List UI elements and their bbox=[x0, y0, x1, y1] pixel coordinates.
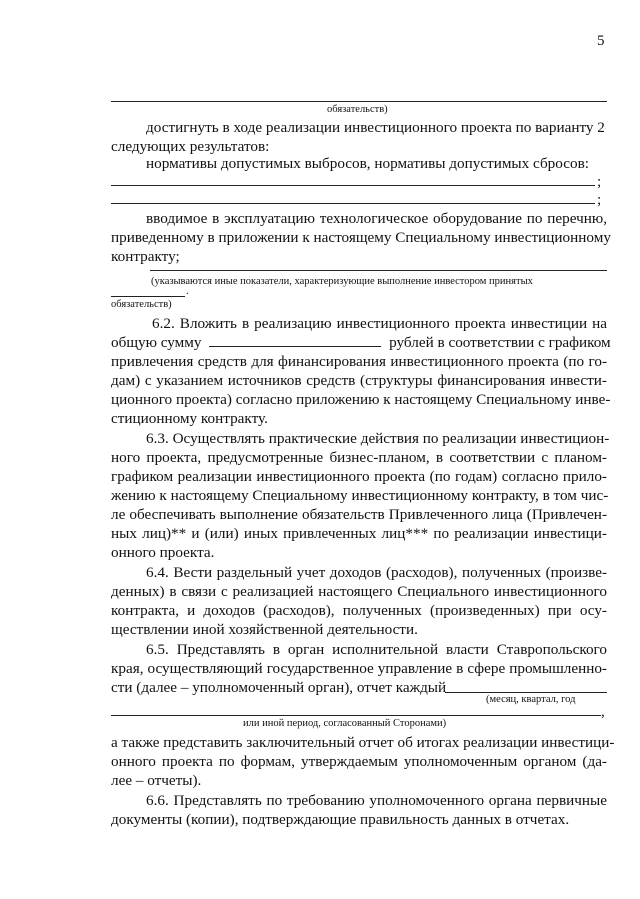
blank-line bbox=[150, 270, 607, 271]
paragraph-line: а также представить заключительный отчет об итогах реализации инвестици- bbox=[111, 734, 615, 751]
paragraph-line: ществлении иной хозяйственной деятельности. bbox=[111, 621, 418, 638]
paragraph-line: 6.6. Представлять по требованию уполномоченного органа первичные bbox=[146, 792, 607, 809]
text-line: контракту; bbox=[111, 248, 180, 265]
paragraph-line: сти (далее – уполномоченный орган), отчет каждый bbox=[111, 679, 447, 696]
paragraph-line: денных) в связи с реализацией настоящего Специального инвестиционного bbox=[111, 583, 607, 600]
paragraph-line: края, осуществляющий государственное управление в сфере промышленно- bbox=[111, 660, 607, 677]
text-line: следующих результатов: bbox=[111, 138, 270, 155]
paragraph-line: стиционному контракту. bbox=[111, 410, 268, 427]
text-line: приведенному в приложении к настоящему Специальному инвестиционному bbox=[111, 229, 611, 246]
paragraph-line: привлечения средств для финансирования инвестиционного проекта (по го- bbox=[111, 353, 607, 370]
paragraph-line: 6.3. Осуществлять практические действия по реализации инвестицион- bbox=[146, 430, 610, 447]
paragraph-line: графиком реализации инвестиционного проекта (по годам) согласно прило- bbox=[111, 468, 607, 485]
paragraph-line: ле обеспечивать выполнение обязательств Привлеченного лица (Привлечен- bbox=[111, 506, 607, 523]
paragraph-line: ционного проекта) согласно приложению к настоящему Специальному инве- bbox=[111, 391, 611, 408]
paragraph-line: контракта, и доходов (расходов), полученных (произведенных) при осу- bbox=[111, 602, 607, 619]
paragraph-line: 6.2. Вложить в реализацию инвестиционного проекта инвестиции на bbox=[152, 315, 607, 332]
blank-line bbox=[111, 185, 595, 186]
text-line: нормативы допустимых выбросов, нормативы допустимых сбросов: bbox=[146, 155, 589, 172]
caption-period: (месяц, квартал, год bbox=[486, 694, 576, 705]
amount-blank bbox=[209, 333, 381, 347]
caption-obligations: обязательств) bbox=[111, 299, 172, 310]
dot: . bbox=[186, 286, 189, 297]
paragraph-line: дам) с указанием источников средств (структуры финансирования инвести- bbox=[111, 372, 607, 389]
semicolon: ; bbox=[597, 191, 602, 208]
paragraph-line: лее – отчеты). bbox=[111, 772, 202, 789]
semicolon: ; bbox=[597, 173, 602, 190]
page-number: 5 bbox=[597, 33, 605, 49]
text-line: вводимое в эксплуатацию технологическое оборудование по перечню, bbox=[146, 210, 607, 227]
blank-line bbox=[111, 296, 185, 297]
paragraph-line: жению к настоящему Специальному инвестиционному контракту, в том чис- bbox=[111, 487, 609, 504]
blank-line bbox=[111, 203, 595, 204]
blank-line bbox=[111, 101, 607, 102]
blank-line bbox=[445, 692, 607, 693]
caption-obligations: обязательств) bbox=[327, 104, 388, 115]
caption-other-indicators: (указываются иные показатели, характеризующие выполнение инвестором принятых bbox=[151, 276, 533, 287]
text-line: достигнуть в ходе реализации инвестиционного проекта по варианту 2 bbox=[146, 119, 605, 136]
blank-line bbox=[111, 715, 601, 716]
paragraph-line: документы (копии), подтверждающие правильность данных в отчетах. bbox=[111, 811, 570, 828]
paragraph-line: онного проекта. bbox=[111, 544, 215, 561]
paragraph-line: 6.5. Представлять в орган исполнительной власти Ставропольского bbox=[146, 641, 607, 658]
comma: , bbox=[601, 703, 605, 720]
paragraph-line: общую сумму рублей в соответствии с графиком bbox=[111, 334, 611, 351]
paragraph-line: онного проекта по формам, утверждаемым уполномоченным органом (да- bbox=[111, 753, 607, 770]
caption-period: или иной период, согласованный Сторонами) bbox=[243, 718, 447, 729]
paragraph-line: 6.4. Вести раздельный учет доходов (расходов), полученных (произве- bbox=[146, 564, 607, 581]
paragraph-line: ного проекта, предусмотренные бизнес-планом, в соответствии с планом- bbox=[111, 449, 607, 466]
paragraph-line: ных лиц)** и (или) иных привлеченных лиц*** по реализации инвестици- bbox=[111, 525, 607, 542]
